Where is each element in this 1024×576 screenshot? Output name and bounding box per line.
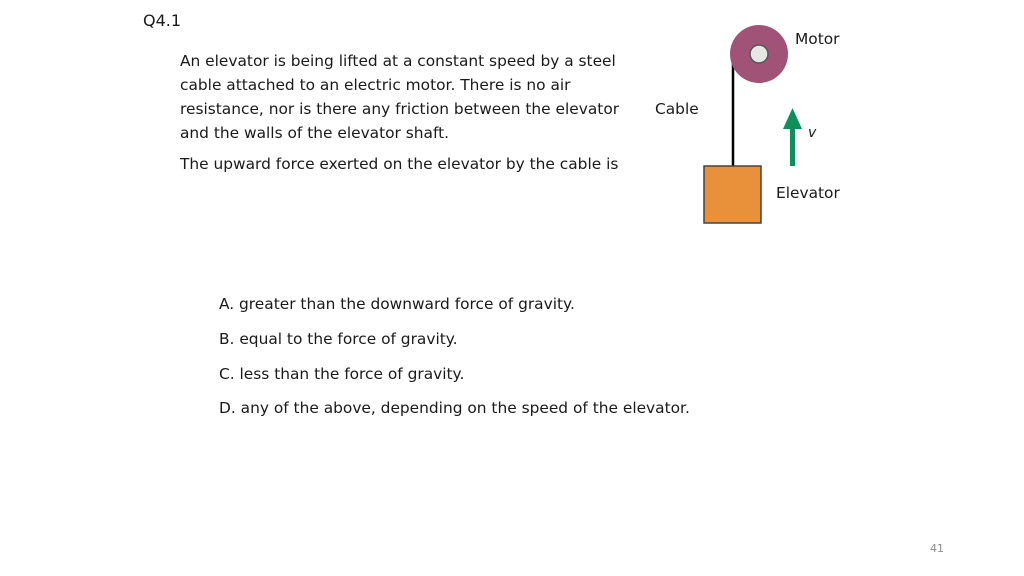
elevator-label: Elevator bbox=[776, 184, 840, 202]
choice-a: A. greater than the downward force of gravity. bbox=[219, 295, 575, 313]
elevator-diagram bbox=[640, 18, 880, 238]
question-number: Q4.1 bbox=[143, 11, 182, 30]
page-number: 41 bbox=[930, 542, 944, 555]
question-paragraph-1: An elevator is being lifted at a constant speed by a steel cable attached to an electric motor. There is no air resistance, nor is there any friction between the elevator and the walls of the elevator shaft. bbox=[180, 52, 620, 142]
cable-label: Cable bbox=[655, 100, 699, 118]
elevator-box bbox=[704, 166, 761, 223]
choice-d: D. any of the above, depending on the speed of the elevator. bbox=[219, 399, 690, 417]
motor-hub bbox=[750, 45, 768, 63]
choice-b: B. equal to the force of gravity. bbox=[219, 330, 458, 348]
choice-c: C. less than the force of gravity. bbox=[219, 365, 465, 383]
question-paragraph-2: The upward force exerted on the elevator by the cable is bbox=[180, 155, 619, 173]
velocity-arrow-icon bbox=[783, 108, 802, 166]
velocity-label: v bbox=[808, 125, 817, 141]
motor-label: Motor bbox=[795, 30, 840, 48]
